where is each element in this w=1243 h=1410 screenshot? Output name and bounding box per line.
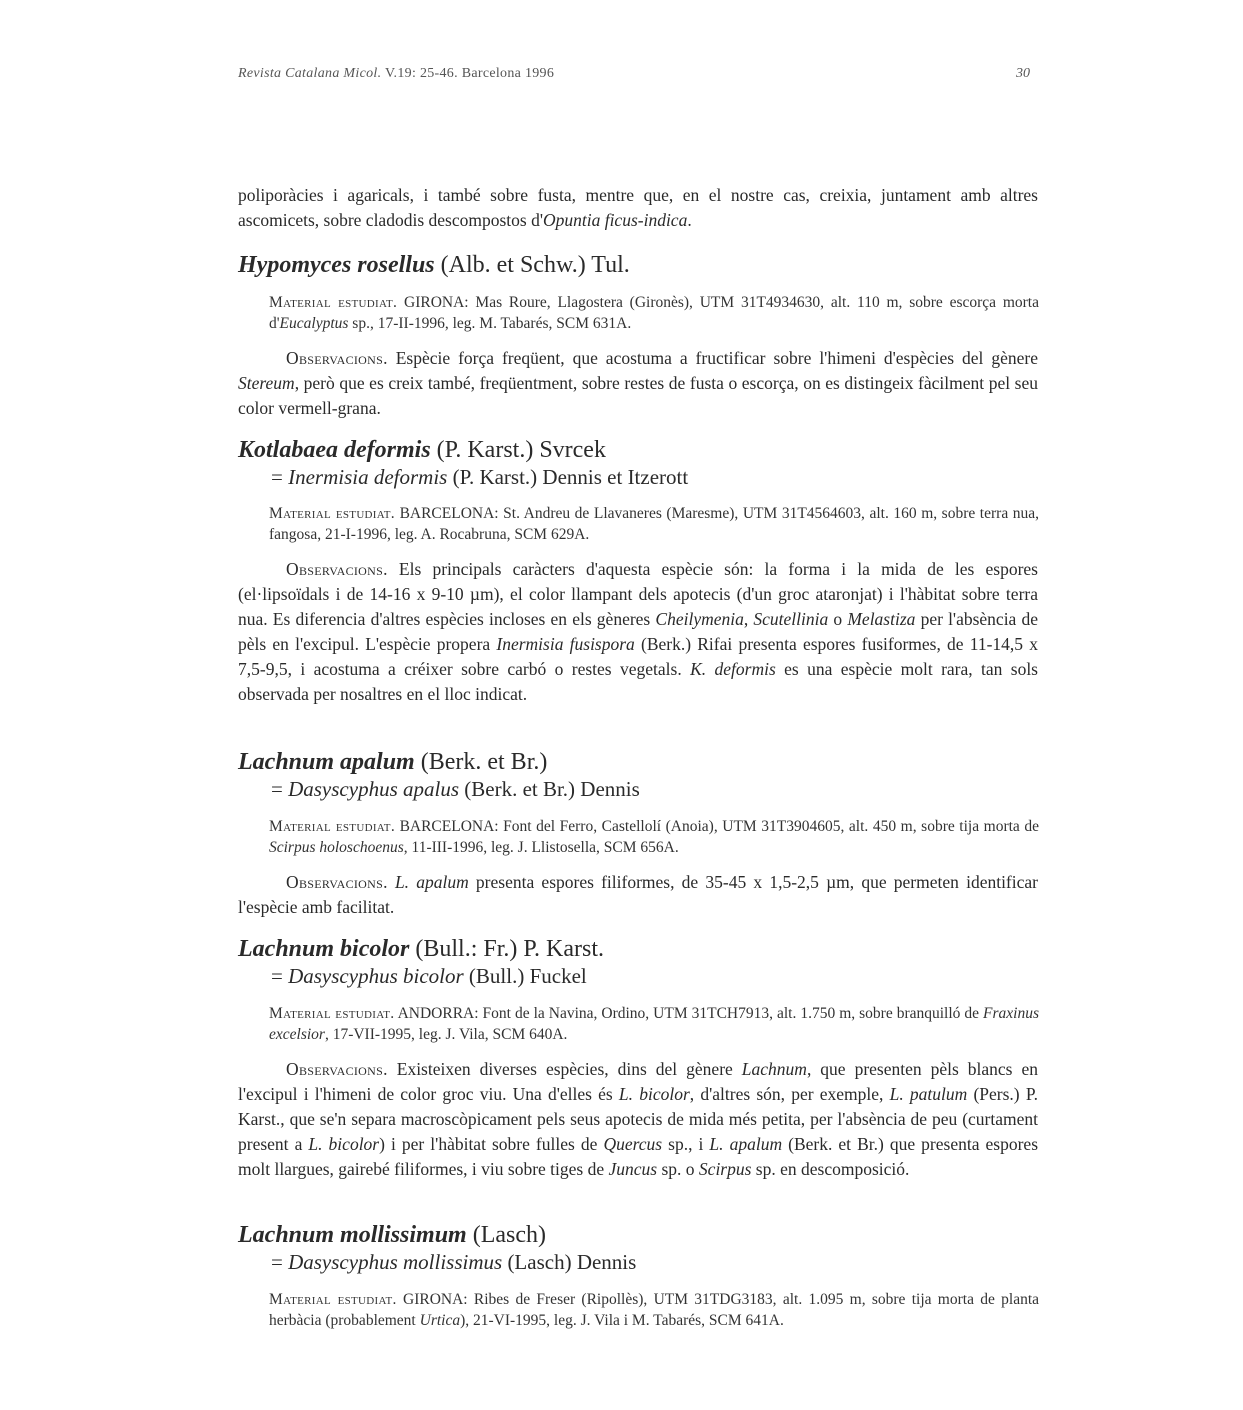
observations-label: Observacions. <box>286 559 388 579</box>
synonym-name: Dasyscyphus bicolor <box>288 964 464 988</box>
obs-italic: Juncus <box>608 1159 658 1179</box>
obs-italic: L. apalum <box>709 1134 783 1154</box>
material-block <box>269 503 1039 545</box>
synonym-authority: (Bull.) Fuckel <box>468 964 587 988</box>
journal-name: Revista Catalana Micol. <box>238 66 382 81</box>
species-authority: (Lasch) <box>472 1222 547 1248</box>
obs-text: ) i per l'hàbitat sobre fulles de <box>379 1134 604 1154</box>
obs-text: sp., i <box>662 1134 710 1154</box>
species-title <box>238 749 547 776</box>
synonym-authority: (Lasch) Dennis <box>507 1250 637 1274</box>
obs-text: Existeixen diverses espècies, dins del gènere <box>387 1059 742 1079</box>
material-text-end: ), 21-VI-1995, leg. J. Vila i M. Tabarés, SCM 641A. <box>460 1312 784 1329</box>
material-italic: Scirpus holoschoenus <box>269 839 404 856</box>
material-label: Material estudiat. <box>269 818 395 835</box>
obs-italic: K. deformis <box>690 659 776 679</box>
species-name: Hypomyces rosellus <box>238 252 435 278</box>
synonym-line: = Inermisia deformis (P. Karst.) Dennis et Itzerott <box>271 465 689 489</box>
synonym-authority: (Berk. et Br.) Dennis <box>464 777 640 801</box>
material-text: GIRONA: Mas Roure, Llagostera (Gironès), UTM 31T4934630, alt. 110 m, sobre escorça morta d' <box>269 294 1039 332</box>
species-title <box>238 437 606 464</box>
species-authority: (Alb. et Schw.) Tul. <box>440 252 630 278</box>
material-italic: Eucalyptus <box>279 315 349 332</box>
observations-label: Observacions. <box>286 348 388 368</box>
material-label: Material estudiat. <box>269 1005 395 1022</box>
obs-text: , que presenten pèls blancs en l'excipul i l'himeni de color groc viu. Una d'elles és <box>238 1059 1039 1104</box>
synonym-name: Inermisia deformis <box>288 465 448 489</box>
synonym-line: = Dasyscyphus apalus (Berk. et Br.) Dennis <box>271 777 640 801</box>
obs-italic: Stereum <box>238 373 295 393</box>
synonym-line: = Dasyscyphus bicolor (Bull.) Fuckel <box>271 964 587 988</box>
material-block <box>269 1003 1039 1045</box>
material-text: GIRONA: Ribes de Freser (Ripollès), UTM 31TDG3183, alt. 1.095 m, sobre tija morta de planta herbàcia (probablement <box>269 1291 1040 1329</box>
observations-label: Observacions. <box>286 872 388 892</box>
obs-text: (Berk.) Rifai presenta espores fusiformes, de 11-14,5 x 7,5-9,5, i acostuma a créixer sobre carbó o restes vegetals. <box>238 634 1038 679</box>
running-header <box>238 66 554 82</box>
species-name: Lachnum apalum <box>238 749 415 775</box>
intro-end: . <box>687 210 692 230</box>
obs-italic: Scutellinia <box>753 609 829 629</box>
obs-text: (Pers.) P. Karst., que se'n separa macroscòpicament pels seus apotecis de mida més petita, per l'absència de peu (curtament present a <box>238 1084 1038 1154</box>
species-authority: (P. Karst.) Svrcek <box>436 437 606 463</box>
obs-text: , <box>743 609 754 629</box>
obs-text: Espècie força freqüent, que acostuma a fructificar sobre l'himeni d'espècies del gènere <box>387 348 1038 368</box>
species-name: Lachnum bicolor <box>238 936 410 962</box>
obs-text: presenta espores filiformes, de 35-45 x 1,5-2,5 µm, que permeten identificar l'espècie amb facilitat. <box>238 872 1038 917</box>
obs-italic: L. bicolor <box>308 1134 380 1154</box>
obs-text: , d'altres són, per exemple, <box>689 1084 890 1104</box>
intro-italic: Opuntia ficus-indica <box>542 210 688 230</box>
page-number: 30 <box>1016 66 1030 81</box>
obs-text-end: sp. en descomposició. <box>751 1159 910 1179</box>
obs-italic: Lachnum <box>741 1059 807 1079</box>
material-text: BARCELONA: Font del Ferro, Castellolí (Anoia), UTM 31T3904605, alt. 450 m, sobre tija morta de <box>399 818 1039 835</box>
intro-text: poliporàcies i agaricals, i també sobre fusta, mentre que, en el nostre cas, creixia, juntament amb altres ascomicets, sobre cladodis descompostos d' <box>238 185 1038 230</box>
synonym-name: Dasyscyphus apalus <box>288 777 459 801</box>
material-block <box>269 1289 1039 1331</box>
observations-label: Observacions. <box>286 1059 388 1079</box>
material-label: Material estudiat. <box>269 294 398 311</box>
species-authority: (Berk. et Br.) <box>420 749 548 775</box>
obs-italic: Cheilymenia <box>655 609 744 629</box>
journal-citation: V.19: 25-46. Barcelona 1996 <box>384 66 555 81</box>
material-italic: Fraxinus excelsior <box>269 1005 1039 1043</box>
material-block <box>269 292 1039 334</box>
species-title <box>238 936 604 963</box>
obs-italic: L. bicolor <box>618 1084 690 1104</box>
material-text-end: sp., 17-II-1996, leg. M. Tabarés, SCM 631A. <box>348 315 632 332</box>
material-text-end: , 17-VII-1995, leg. J. Vila, SCM 640A. <box>324 1026 568 1043</box>
material-block <box>269 816 1039 858</box>
observations-block <box>238 557 1038 707</box>
material-text-end: , 11-III-1996, leg. J. Llistosella, SCM 656A. <box>403 839 679 856</box>
obs-text: o <box>828 609 848 629</box>
species-name: Lachnum mollissimum <box>238 1222 467 1248</box>
species-authority: (Bull.: Fr.) P. Karst. <box>415 936 605 962</box>
obs-italic: L. patulum <box>889 1084 968 1104</box>
material-text: ANDORRA: Font de la Navina, Ordino, UTM 31TCH7913, alt. 1.750 m, sobre branquilló de <box>397 1005 984 1022</box>
obs-italic: Scirpus <box>698 1159 752 1179</box>
obs-text: (Berk. et Br.) que presenta espores molt llargues, gairebé filiformes, i viu sobre tiges de <box>238 1134 1038 1179</box>
species-title <box>238 252 630 279</box>
obs-italic: Melastiza <box>847 609 916 629</box>
synonym-authority: (P. Karst.) Dennis et Itzerott <box>452 465 689 489</box>
species-name: Kotlabaea deformis <box>238 437 431 463</box>
obs-text: per l'absència de pèls en l'excipul. L'espècie propera <box>238 609 1039 654</box>
material-label: Material estudiat. <box>269 1291 397 1308</box>
obs-italic: Inermisia fusispora <box>496 634 635 654</box>
obs-italic: L. apalum <box>394 872 469 892</box>
synonym-line: = Dasyscyphus mollissimus (Lasch) Dennis <box>271 1250 637 1274</box>
material-label: Material estudiat. <box>269 505 395 522</box>
material-italic: Urtica <box>419 1312 461 1329</box>
intro-paragraph <box>238 183 1038 233</box>
observations-block <box>238 870 1038 920</box>
synonym-name: Dasyscyphus mollissimus <box>288 1250 503 1274</box>
obs-text: Els principals caràcters d'aquesta espècie són: la forma i la mida de les espores (el·lipsoïdals i de 14-16 x 9-10 µm), el color llampant dels apotecis (d'un groc ataronjat) i l'hàbitat sobre terra nua. Es diferencia d'altres espècies incloses en els gèneres <box>238 559 1038 629</box>
material-text: BARCELONA: St. Andreu de Llavaneres (Maresme), UTM 31T4564603, alt. 160 m, sobre terra nua, fangosa, 21-I-1996, leg. A. Rocabruna, SCM 629A. <box>269 505 1040 543</box>
observations-block <box>238 346 1038 421</box>
species-title <box>238 1222 546 1249</box>
obs-italic: Quercus <box>603 1134 663 1154</box>
obs-text-end: , però que es creix també, freqüentment, sobre restes de fusta o escorça, on es distingeix fàcilment pel seu color vermell-grana. <box>238 373 1038 418</box>
observations-block <box>238 1057 1038 1182</box>
obs-text: sp. o <box>657 1159 699 1179</box>
obs-text-end: es una espècie molt rara, tan sols observada per nosaltres en el lloc indicat. <box>238 659 1038 704</box>
